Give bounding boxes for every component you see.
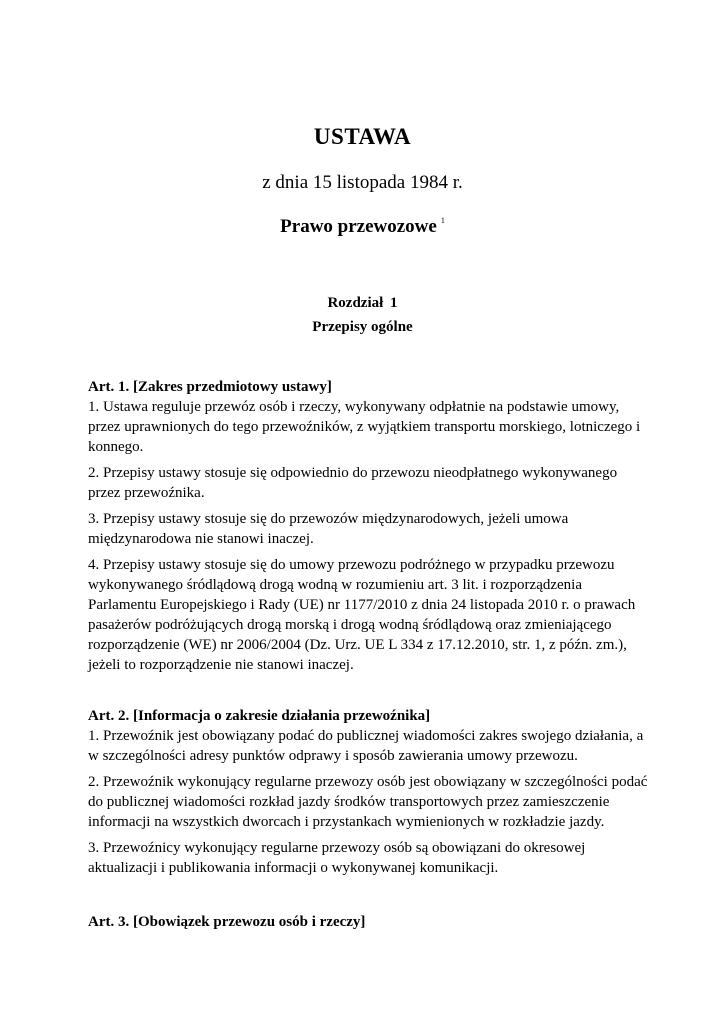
- footnote-reference[interactable]: 1: [440, 216, 445, 225]
- article-paragraph: 3. Przewoźnicy wykonujący regularne przewozy osób są obowiązani do okresowej aktualizacji i publikowania informacji o wykonywanej komunikacji.: [88, 840, 586, 876]
- article-paragraph: 3. Przepisy ustawy stosuje się do przewozów międzynarodowych, jeżeli umowa międzynarodowa nie stanowi inaczej.: [88, 511, 569, 547]
- document-date: z dnia 15 listopada 1984 r.: [262, 172, 463, 193]
- article-paragraph: 1. Przewoźnik jest obowiązany podać do publicznej wiadomości zakres swojego działania, a w szczególności adresy punktów odprawy i sposób zawierania umowy przewozu.: [88, 728, 644, 764]
- document-title: USTAWA: [313, 124, 412, 149]
- article-1: [88, 377, 648, 681]
- article-paragraph: 1. Ustawa reguluje przewóz osób i rzeczy, wykonywany odpłatnie na podstawie umowy, przez uprawnionych do tego przewoźników, z wyjątkiem transportu morskiego, lotniczego i konnego.: [88, 399, 641, 455]
- document-subtitle: [0, 216, 725, 238]
- article-2: [88, 706, 648, 884]
- article-heading: Art. 2. [Informacja o zakresie działania przewoźnika]: [88, 708, 431, 724]
- article-paragraph: 2. Przewoźnik wykonujący regularne przewozy osób jest obowiązany w szczególności podać do publicznej wiadomości rozkład jazdy środków transportowych przez zamieszczenie informacji na wszystkich dworcach i przystankach wymienionych w rozkładzie jazdy.: [88, 774, 648, 830]
- chapter-number: Rozdział 1: [327, 295, 398, 311]
- article-3: [88, 912, 648, 932]
- chapter-title: Przepisy ogólne: [312, 319, 413, 335]
- article-heading: Art. 1. [Zakres przedmiotowy ustawy]: [88, 379, 332, 395]
- article-paragraph: 2. Przepisy ustawy stosuje się odpowiednio do przewozu nieodpłatnego wykonywanego przez przewoźnika.: [88, 465, 618, 501]
- article-paragraph: 4. Przepisy ustawy stosuje się do umowy przewozu podróżnego w przypadku przewozu wykonywanego śródlądową drogą wodną w rozumieniu art. 3 lit. i rozporządzenia Parlamentu Europejskiego i Rady (UE) nr 1177/2010 z dnia 24 listopada 2010 r. o prawach pasażerów podróżujących drogą morską i drogą wodną śródlądową oraz zmieniającego rozporządzenie (WE) nr 2006/2004 (Dz. Urz. UE L 334 z 17.12.2010, str. 1, z późn. zm.), jeżeli to rozporządzenie nie stanowi inaczej.: [88, 557, 636, 673]
- article-heading: Art. 3. [Obowiązek przewozu osób i rzeczy]: [88, 914, 366, 930]
- subtitle-text: Prawo przewozowe: [280, 216, 437, 237]
